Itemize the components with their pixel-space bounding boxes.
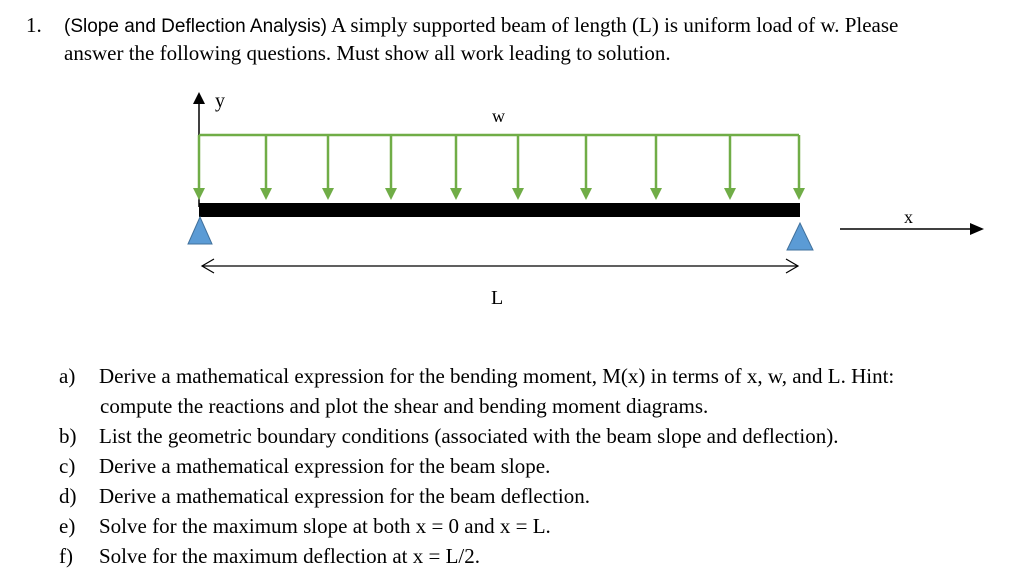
part-f-label: f) (59, 544, 73, 568)
part-d-text: Derive a mathematical expression for the beam deflection. (99, 484, 590, 508)
load-arrow (724, 135, 736, 200)
part-f-text: Solve for the maximum deflection at x = L/2. (99, 544, 481, 568)
left-pin-support (188, 217, 212, 244)
part-e-label: e) (59, 514, 76, 538)
part-a-continuation: compute the reactions and plot the shear and bending moment diagrams. (100, 394, 709, 418)
part-c (59, 454, 550, 479)
length-dimension-arrow (202, 259, 798, 273)
load-w-label: w (492, 106, 505, 126)
right-pin-support (787, 223, 813, 250)
part-b (59, 424, 838, 449)
question-line-2: answer the following questions. Must show all work leading to solution. (64, 41, 671, 65)
question-title: (Slope and Deflection Analysis) (64, 16, 327, 37)
load-arrow (580, 135, 592, 200)
load-arrow (193, 135, 205, 200)
y-axis-label: y (215, 90, 225, 112)
x-axis-label: x (904, 207, 913, 227)
part-d (59, 484, 590, 509)
load-arrow (322, 135, 334, 200)
load-arrow (650, 135, 662, 200)
load-arrow (793, 135, 805, 200)
part-c-label: c) (59, 454, 76, 478)
part-b-text: List the geometric boundary conditions (associated with the beam slope and deflection). (99, 424, 839, 448)
question-line-1-text: A simply supported beam of length (L) is uniform load of w. Please (326, 13, 899, 37)
load-arrow (450, 135, 462, 200)
part-f (59, 544, 480, 569)
load-arrow (512, 135, 524, 200)
length-L-label: L (491, 287, 504, 309)
part-a (59, 364, 894, 389)
question-number: 1. (26, 13, 42, 37)
load-arrow (260, 135, 272, 200)
part-a-label: a) (59, 364, 76, 388)
part-e-text: Solve for the maximum slope at both x = 0 and x = L. (99, 514, 551, 538)
load-arrow (385, 135, 397, 200)
part-e (59, 514, 551, 539)
part-b-label: b) (59, 424, 77, 448)
part-c-text: Derive a mathematical expression for the beam slope. (99, 454, 551, 478)
beam (199, 203, 800, 217)
distributed-load (193, 135, 805, 200)
part-d-label: d) (59, 484, 77, 508)
part-a-text: Derive a mathematical expression for the bending moment, M(x) in terms of x, w, and L. Hint: (99, 364, 895, 388)
